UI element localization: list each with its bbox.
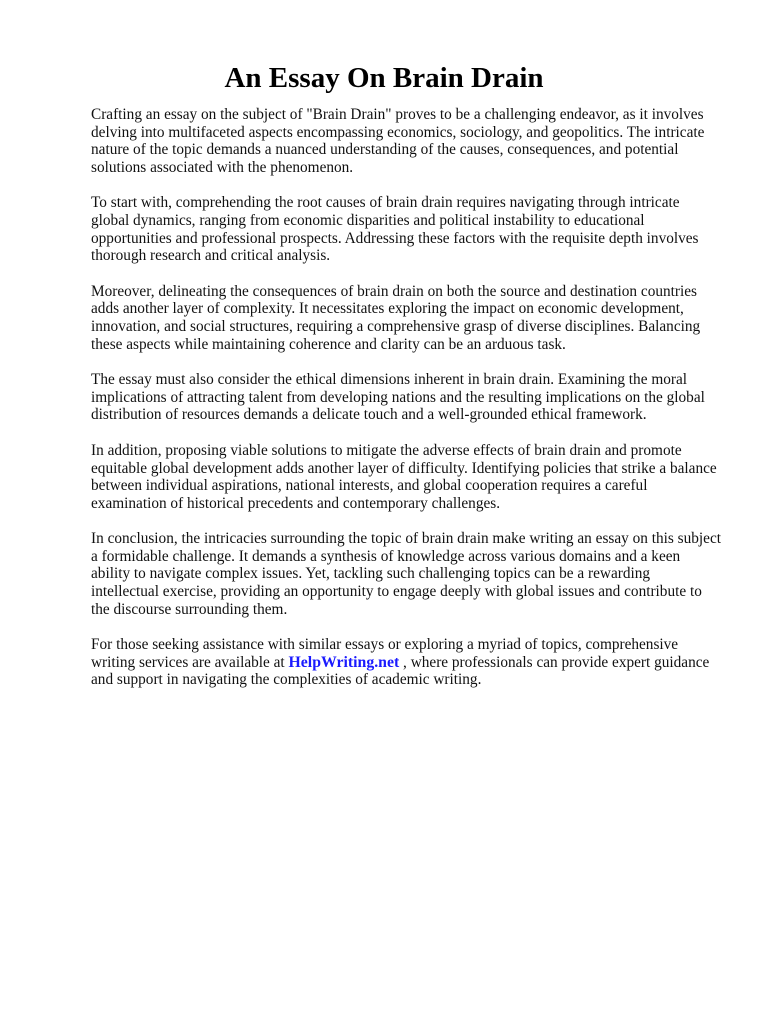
document-title: An Essay On Brain Drain: [224, 62, 544, 94]
paragraph-4: The essay must also consider the ethical dimensions inherent in brain drain. Examining the moral implications of attracting talent from developing nations and the resulting implications on the global distribution of resources demands a delicate touch and a well-grounded ethical framework.: [91, 371, 705, 424]
paragraph-2: To start with, comprehending the root causes of brain drain requires navigating through intricate global dynamics, ranging from economic disparities and political instability to educational opportunities and professional prospects. Addressing these factors with the requisite depth involves thorough research and critical analysis.: [91, 194, 699, 265]
paragraph-7-text-before-link: For those seeking assistance with similar essays or exploring a myriad of topics, comprehensive writing services are available at: [91, 636, 679, 671]
helpwriting-link[interactable]: HelpWriting.net: [288, 653, 400, 671]
paragraph-6: In conclusion, the intricacies surrounding the topic of brain drain make writing an essay on this subject a formidable challenge. It demands a synthesis of knowledge across various domains and a keen ability to navigate complex issues. Yet, tackling such challenging topics can be a rewarding intellectual exercise, providing an opportunity to engage deeply with global issues and contribute to the discourse surrounding them.: [91, 530, 721, 618]
paragraph-7-text-after-link: , where professionals can provide expert guidance and support in navigating the complexities of academic writing.: [91, 653, 710, 689]
paragraph-5: In addition, proposing viable solutions to mitigate the adverse effects of brain drain and promote equitable global development adds another layer of difficulty. Identifying policies that strike a balance between individual aspirations, national interests, and global cooperation requires a careful examination of historical precedents and contemporary challenges.: [91, 441, 717, 512]
essay-body: [91, 106, 721, 707]
paragraph-3: Moreover, delineating the consequences of brain drain on both the source and destination countries adds another layer of complexity. It necessitates exploring the impact on economic development, innovation, and social structures, requiring a comprehensive grasp of diverse disciplines. Balancing these aspects while maintaining coherence and clarity can be an arduous task.: [91, 282, 701, 353]
paragraph-7: [91, 636, 721, 689]
paragraph-1: Crafting an essay on the subject of "Brain Drain" proves to be a challenging endeavor, as it involves delving into multifaceted aspects encompassing economics, sociology, and geopolitics. The intricate nature of the topic demands a nuanced understanding of the causes, consequences, and potential solutions associated with the phenomenon.: [91, 106, 705, 176]
